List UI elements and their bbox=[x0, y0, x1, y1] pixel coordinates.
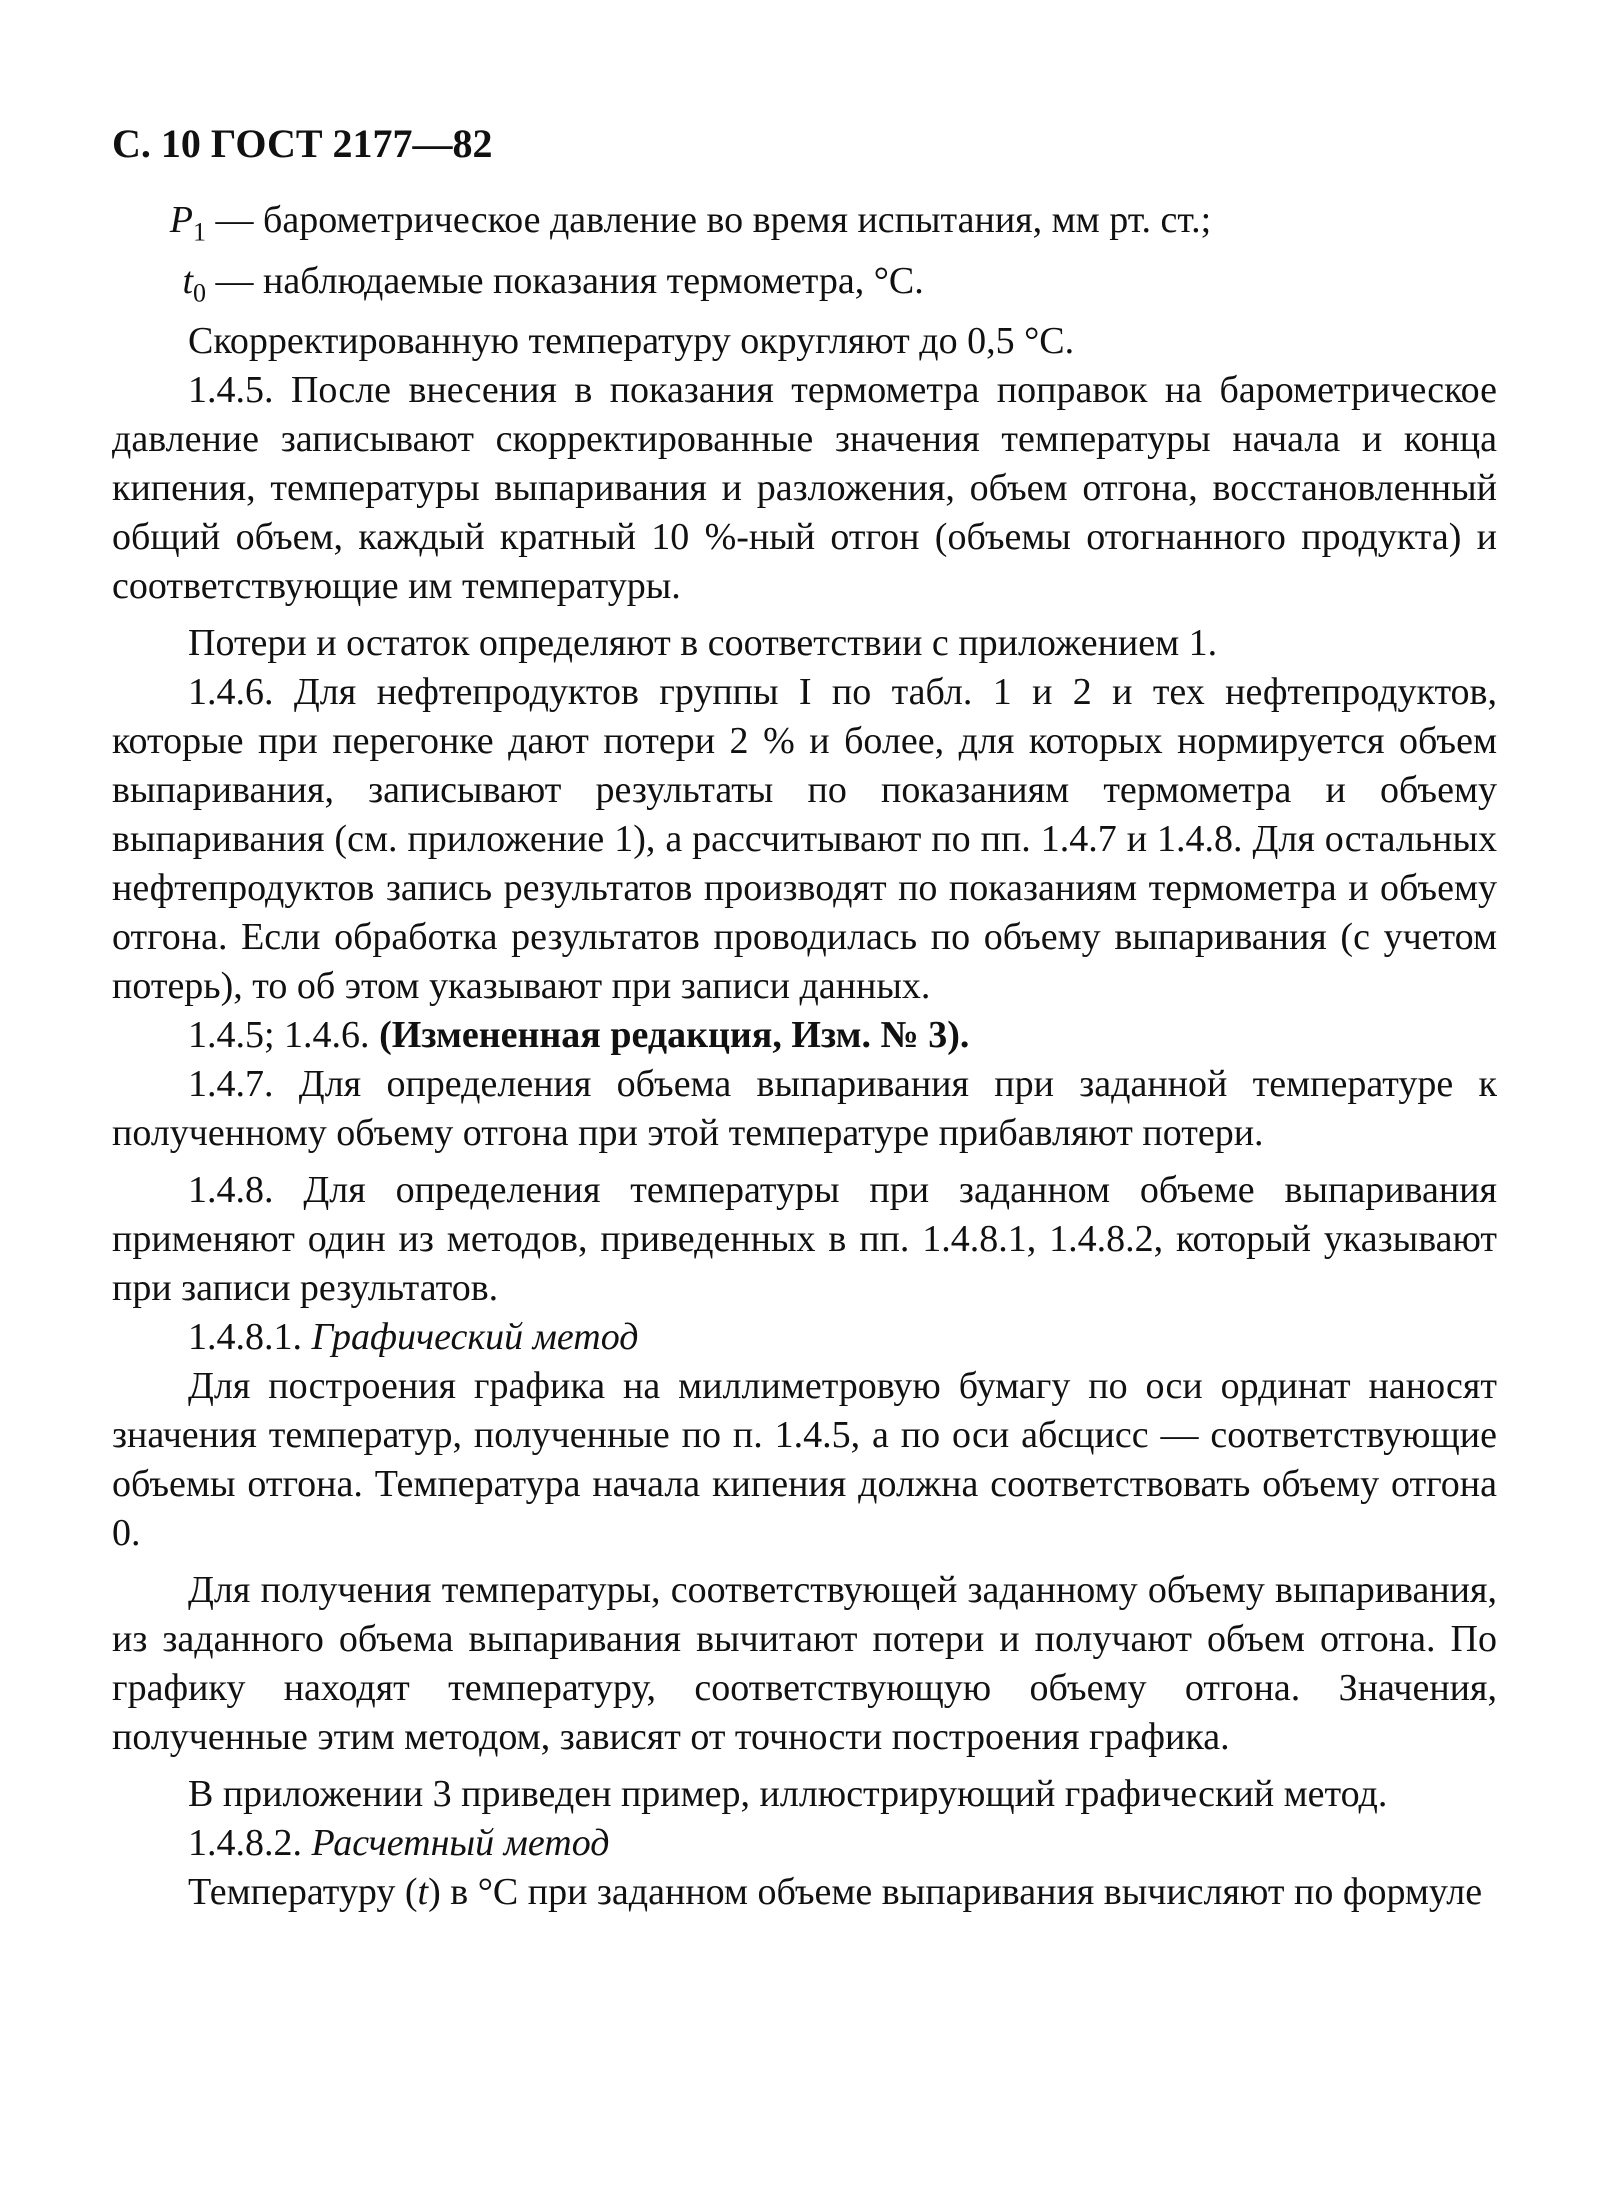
paragraph-calc: Температуру (t) в °С при заданном объеме выпаривания вычисляют по формуле bbox=[188, 1871, 1483, 1914]
paragraph-graph-1: Для построения графика на миллиметровую бумагу по оси ординат наносят значения температур, полученные по п. 1.4.5, а по оси абсцисс — соответствующие объемы отгона. Температура начала кипения должна соответствовать объему отгона 0. bbox=[112, 1365, 1497, 1555]
document-page bbox=[112, 120, 1497, 1917]
paragraph-graph-3: В приложении 3 приведен пример, иллюстрирующий графический метод. bbox=[188, 1773, 1388, 1816]
paragraph-amendment: 1.4.5; 1.4.6. (Измененная редакция, Изм. № 3). bbox=[188, 1014, 970, 1057]
paragraph-losses: Потери и остаток определяют в соответствии с приложением 1. bbox=[188, 622, 1218, 665]
method-title-calc: Расчетный метод bbox=[311, 1822, 610, 1865]
page-header: С. 10 ГОСТ 2177—82 bbox=[112, 121, 493, 166]
paragraph-1-4-5: 1.4.5. После внесения в показания термометра поправок на барометрическое давление записывают скорректированные значения температуры начала и конца кипения, температуры выпаривания и разложения, объем отгона, восстановленный общий объем, каждый кратный 10 %-ный отгон (объемы отогнанного продукта) и соответствующие им температуры. bbox=[112, 369, 1497, 608]
paragraph-rounding: Скорректированную температуру округляют до 0,5 °С. bbox=[188, 320, 1075, 363]
method-title-graphic: Графический метод bbox=[311, 1316, 639, 1359]
symbol-t0: $t_0$ bbox=[182, 259, 206, 308]
amendment-note: (Измененная редакция, Изм. № 3). bbox=[379, 1014, 970, 1057]
symbol-p1: $P_1$ bbox=[169, 199, 206, 247]
definition-t0: $t_0$ — наблюдаемые показания термометра, °С. bbox=[112, 257, 1497, 318]
definition-p1: $P_1$ — барометрическое давление во время испытания, мм рт. ст.; bbox=[112, 196, 1497, 257]
paragraph-1-4-6: 1.4.6. Для нефтепродуктов группы I по табл. 1 и 2 и тех нефтепродуктов, которые при перегонке дают потери 2 % и более, для которых нормируется объем выпаривания, записывают результаты по показаниям термометра и объему выпаривания (см. приложение 1), а рассчитывают по пп. 1.4.7 и 1.4.8. Для остальных нефтепродуктов запись результатов производят по показаниям термометра и объему отгона. Если обработка результатов проводилась по объему выпаривания (с учетом потерь), то об этом указывают при записи данных. bbox=[112, 671, 1497, 1008]
symbol-t: t bbox=[417, 1871, 429, 1914]
paragraph-graph-2: Для получения температуры, соответствующей заданному объему выпаривания, из заданного объема выпаривания вычитают потери и получают объем отгона. По графику находят температуру, соответствующую объему отгона. Значения, полученные этим методом, зависят от точности построения графика. bbox=[112, 1569, 1497, 1759]
paragraph-1-4-8: 1.4.8. Для определения температуры при заданном объеме выпаривания применяют один из методов, приведенных в пп. 1.4.8.1, 1.4.8.2, который указывают при записи результатов. bbox=[112, 1169, 1497, 1310]
heading-1-4-8-2: 1.4.8.2. Расчетный метод bbox=[188, 1822, 610, 1865]
heading-1-4-8-1: 1.4.8.1. Графический метод bbox=[188, 1316, 639, 1359]
paragraph-1-4-7: 1.4.7. Для определения объема выпаривания при заданной температуре к полученному объему отгона при этой температуре прибавляют потери. bbox=[112, 1063, 1497, 1155]
